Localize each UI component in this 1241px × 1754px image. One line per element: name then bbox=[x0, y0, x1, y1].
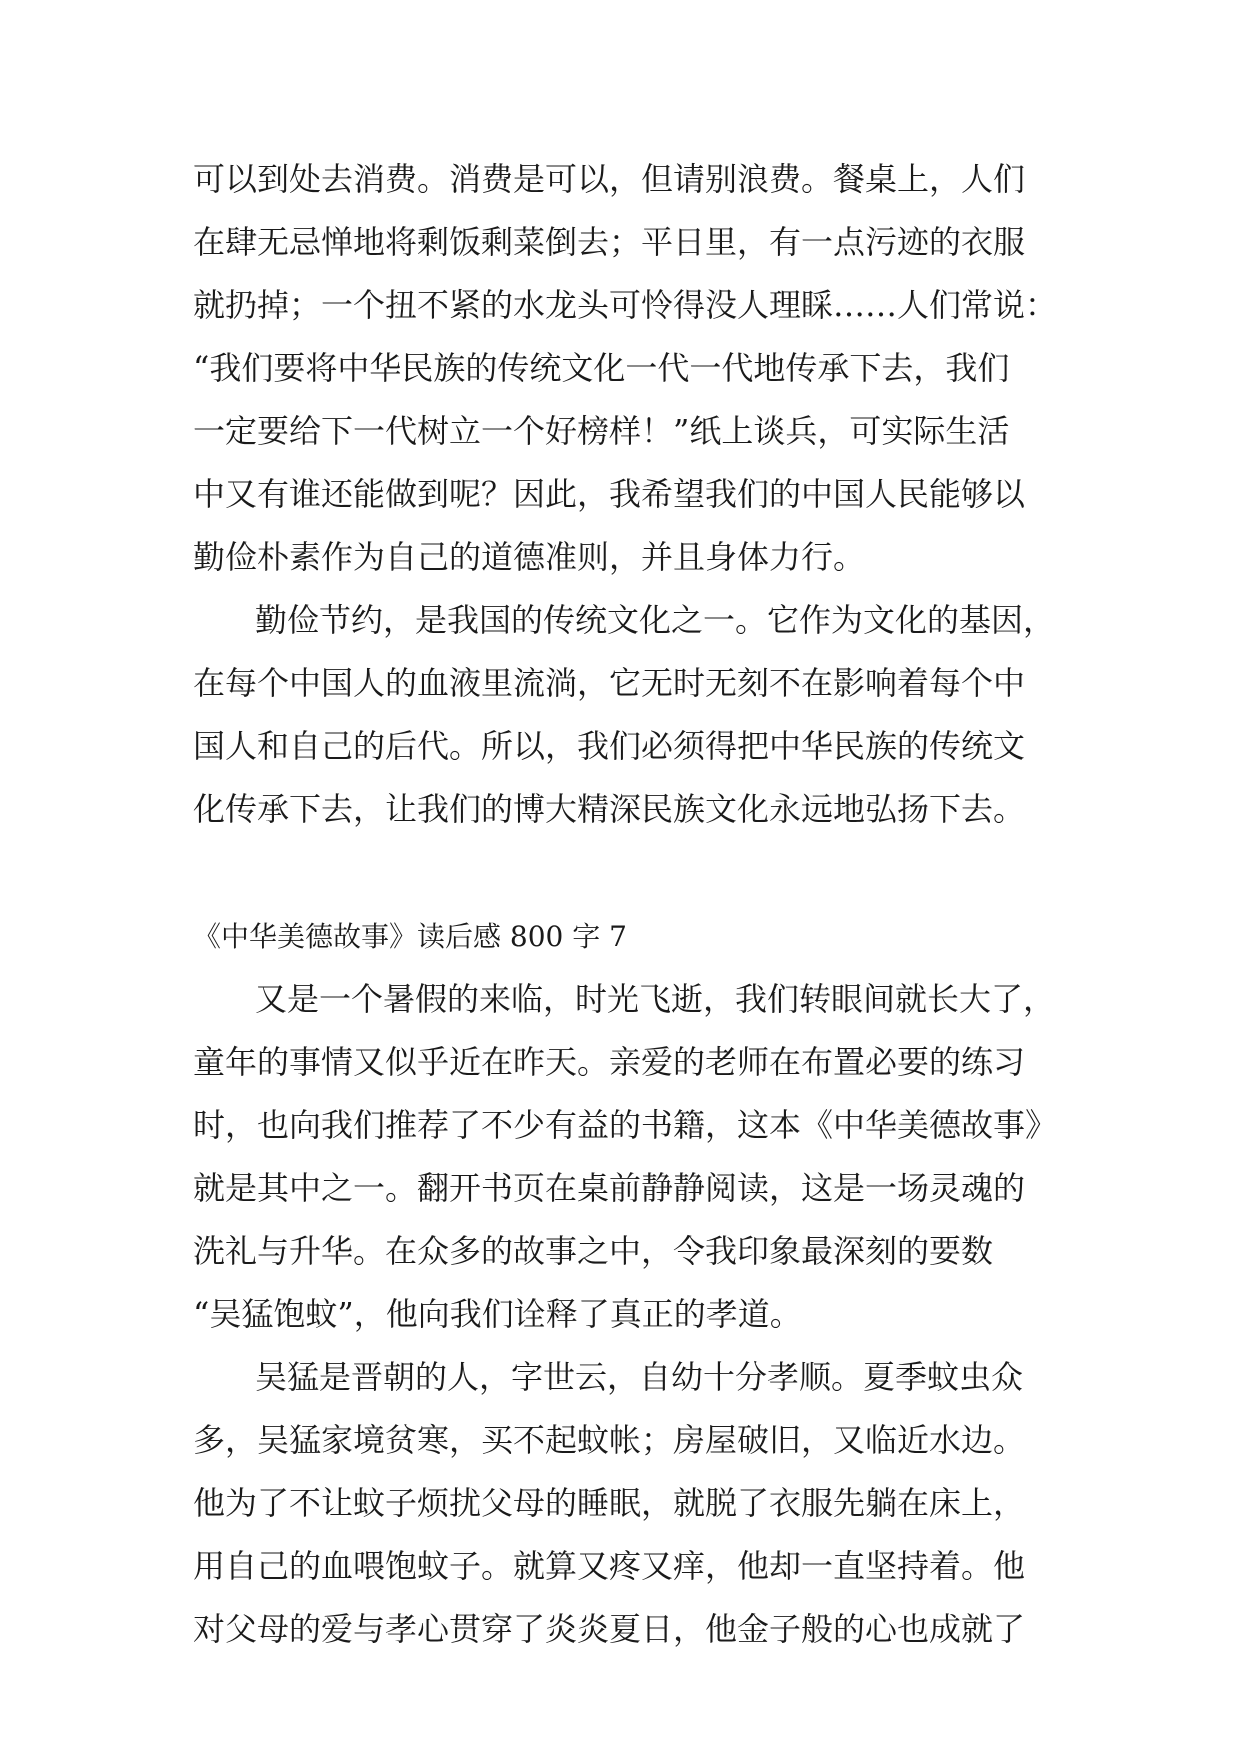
text-line: “吴猛饱蚊”，他向我们诠释了真正的孝道。 bbox=[193, 1295, 802, 1333]
text-line: 就扔掉；一个扭不紧的水龙头可怜得没人理睬……人们常说： bbox=[193, 286, 1058, 324]
text-line: 对父母的爱与孝心贯穿了炎炎夏日，他金子般的心也成就了 bbox=[193, 1610, 1026, 1648]
text-line: 吴猛是晋朝的人，字世云，自幼十分孝顺。夏季蚊虫众 bbox=[255, 1358, 1024, 1396]
text-line: 勤俭节约，是我国的传统文化之一。它作为文化的基因， bbox=[255, 601, 1056, 639]
text-line: 在肆无忌惮地将剩饭剩菜倒去；平日里，有一点污迹的衣服 bbox=[193, 223, 1026, 261]
text-line: 中又有谁还能做到呢？因此，我希望我们的中国人民能够以 bbox=[193, 475, 1026, 513]
text-line: 勤俭朴素作为自己的道德准则，并且身体力行。 bbox=[193, 538, 866, 576]
document-body bbox=[193, 148, 1058, 1661]
text-line: 童年的事情又似乎近在昨天。亲爱的老师在布置必要的练习 bbox=[193, 1043, 1026, 1081]
text-line: 时，也向我们推荐了不少有益的书籍，这本《中华美德故事》 bbox=[193, 1106, 1058, 1144]
paragraph bbox=[193, 148, 1058, 589]
text-line: 就是其中之一。翻开书页在桌前静静阅读，这是一场灵魂的 bbox=[193, 1169, 1026, 1207]
section-title: 《中华美德故事》读后感 800 字 7 bbox=[193, 920, 627, 953]
text-line: 可以到处去消费。消费是可以，但请别浪费。餐桌上，人们 bbox=[193, 160, 1026, 198]
text-line: 多，吴猛家境贫寒，买不起蚊帐；房屋破旧，又临近水边。 bbox=[193, 1421, 1026, 1459]
paragraph bbox=[193, 589, 1055, 841]
paragraph bbox=[193, 968, 1058, 1346]
text-line: 用自己的血喂饱蚊子。就算又疼又痒，他却一直坚持着。他 bbox=[193, 1547, 1026, 1585]
text-line: “我们要将中华民族的传统文化一代一代地传承下去，我们 bbox=[193, 349, 1010, 387]
text-line: 他为了不让蚊子烦扰父母的睡眠，就脱了衣服先躺在床上， bbox=[193, 1484, 1026, 1522]
text-line: 国人和自己的后代。所以，我们必须得把中华民族的传统文 bbox=[193, 727, 1026, 765]
text-line: 一定要给下一代树立一个好榜样！”纸上谈兵，可实际生活 bbox=[193, 412, 1010, 450]
text-line: 化传承下去，让我们的博大精深民族文化永远地弘扬下去。 bbox=[193, 790, 1026, 828]
paragraph bbox=[193, 1346, 1055, 1661]
text-line: 在每个中国人的血液里流淌，它无时无刻不在影响着每个中 bbox=[193, 664, 1026, 702]
text-line: 又是一个暑假的来临，时光飞逝，我们转眼间就长大了， bbox=[255, 980, 1056, 1018]
text-line: 洗礼与升华。在众多的故事之中，令我印象最深刻的要数 bbox=[193, 1232, 994, 1270]
